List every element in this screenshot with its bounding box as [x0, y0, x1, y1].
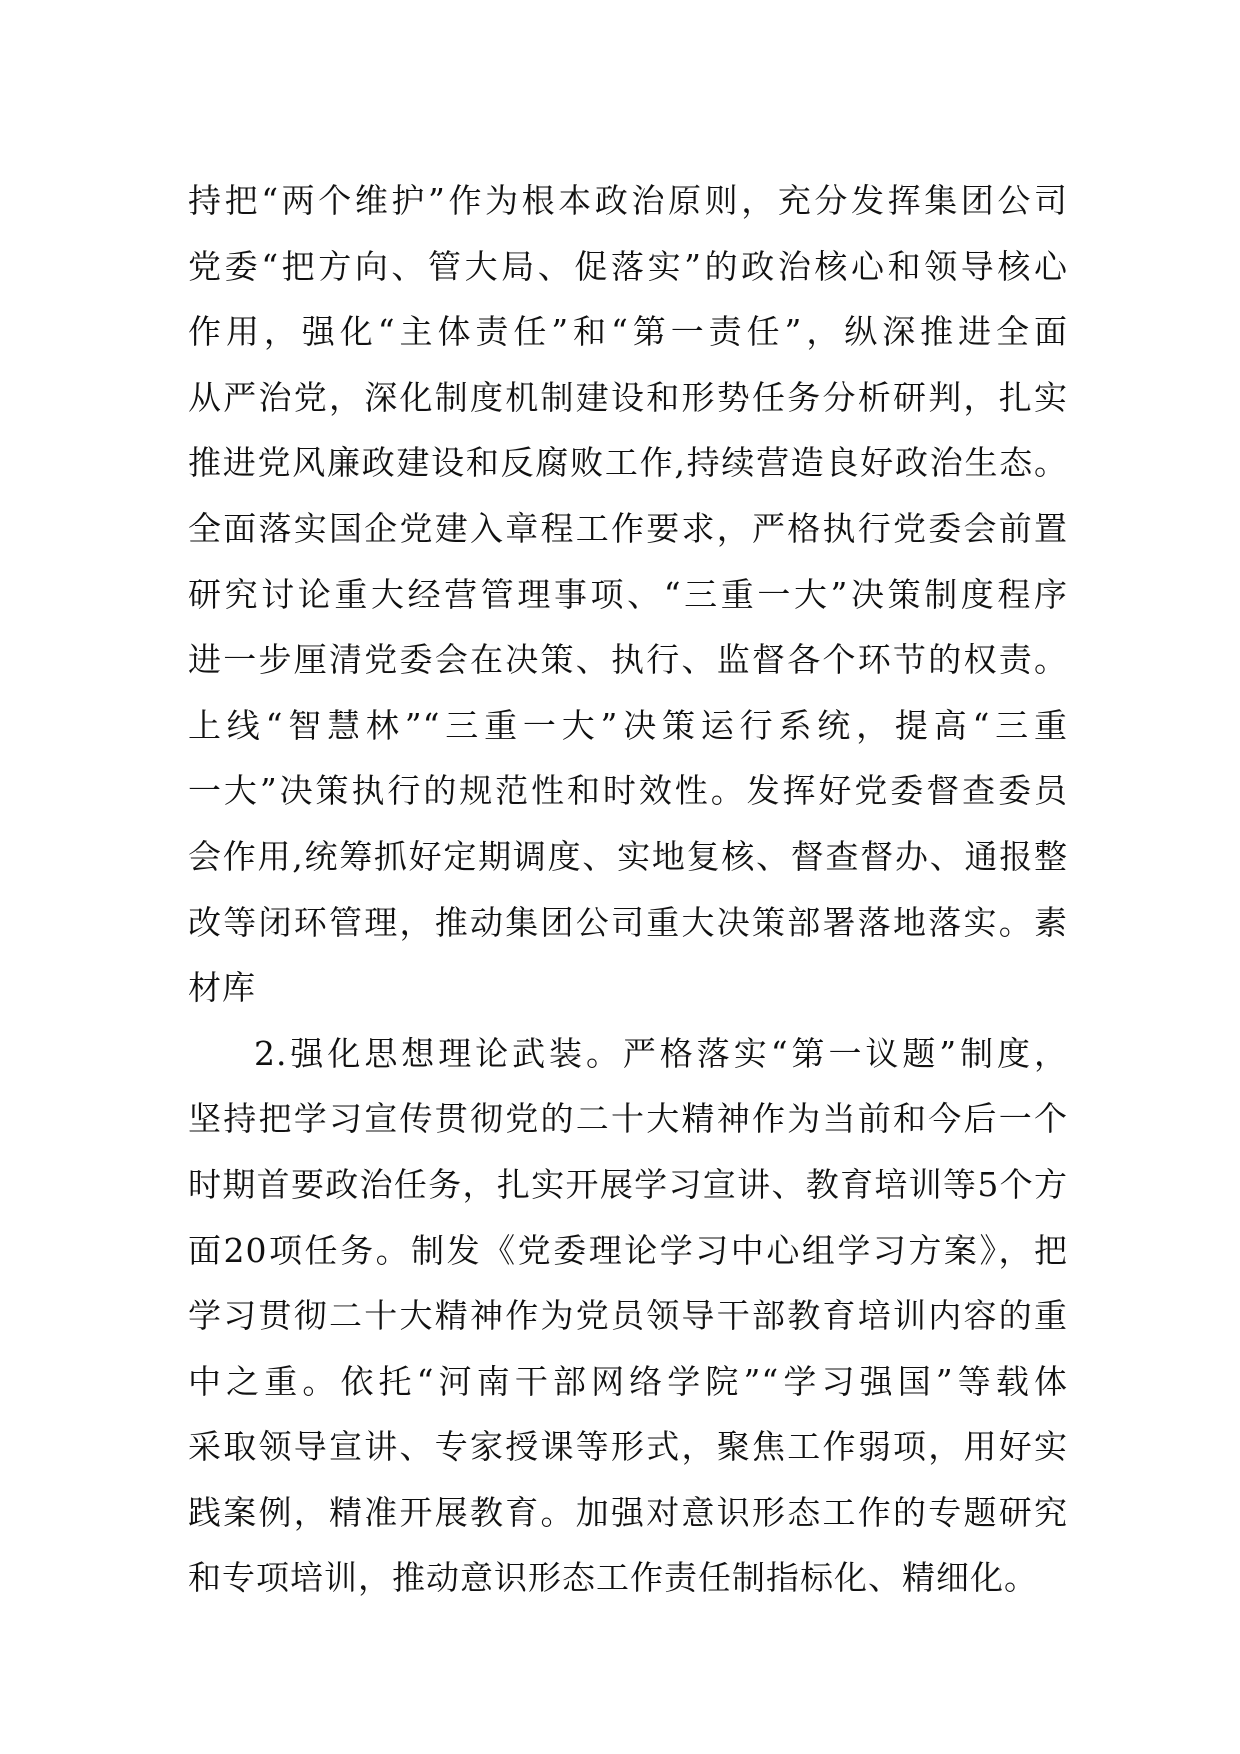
- text-line: 时期首要政治任务，扎实开展学习宣讲、教育培训等5个方: [188, 1164, 1068, 1204]
- text-line: 坚持把学习宣传贯彻党的二十大精神作为当前和今后一个: [188, 1099, 1068, 1139]
- text-line: 党委“把方向、管大局、促落实”的政治核心和领导核心: [188, 246, 1068, 286]
- text-line: 进一步厘清党委会在决策、执行、监督各个环节的权责。: [188, 640, 1068, 680]
- text-line: 会作用,统筹抓好定期调度、实地复核、督查督办、通报整: [188, 836, 1068, 876]
- section-heading-line: 2.强化思想理论武装。严格落实“第一议题”制度，: [254, 1033, 1068, 1073]
- text-line: 一大”决策执行的规范性和时效性。发挥好党委督查委员: [188, 771, 1068, 811]
- text-line: 持把“两个维护”作为根本政治原则，充分发挥集团公司: [188, 181, 1068, 220]
- text-line: 和专项培训，推动意识形态工作责任制指标化、精细化。: [188, 1558, 1038, 1598]
- text-line: 中之重。依托“河南干部网络学院”“学习强国”等载体: [188, 1361, 1068, 1401]
- text-line: 推进党风廉政建设和反腐败工作,持续营造良好政治生态。: [188, 443, 1068, 483]
- text-line: 改等闭环管理，推动集团公司重大决策部署落地落实。素: [188, 902, 1068, 942]
- text-line: 学习贯彻二十大精神作为党员领导干部教育培训内容的重: [188, 1296, 1068, 1336]
- text-line: 上线“智慧林”“三重一大”决策运行系统，提高“三重: [188, 705, 1068, 745]
- text-line: 面20项任务。制发《党委理论学习中心组学习方案》，把: [188, 1230, 1068, 1270]
- text-line: 采取领导宣讲、专家授课等形式，聚焦工作弱项，用好实: [188, 1427, 1068, 1467]
- text-line: 践案例，精准开展教育。加强对意识形态工作的专题研究: [188, 1492, 1068, 1532]
- body-text: [188, 168, 1068, 1611]
- text-line: 研究讨论重大经营管理事项、“三重一大”决策制度程序: [188, 574, 1068, 614]
- text-line: 作用，强化“主体责任”和“第一责任”，纵深推进全面: [188, 312, 1068, 352]
- text-line: 从严治党，深化制度机制建设和形势任务分析研判，扎实: [188, 377, 1068, 417]
- text-line: 全面落实国企党建入章程工作要求，严格执行党委会前置: [188, 508, 1068, 548]
- text-line: 材库: [188, 968, 256, 1008]
